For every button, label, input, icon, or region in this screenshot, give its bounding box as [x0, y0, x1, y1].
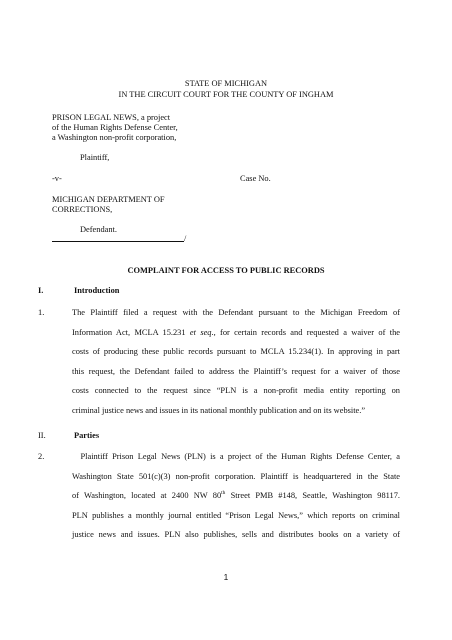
plaintiff-line-1: PRISON LEGAL NEWS, a project: [52, 113, 171, 122]
plaintiff-role: Plaintiff,: [80, 153, 110, 162]
plaintiff-line-2: of the Human Rights Defense Center,: [52, 123, 178, 132]
paragraph-2-line-2: Washington State 501(c)(3) non-profit corporation. Plaintiff is headquartered in the State: [72, 471, 400, 481]
paragraph-1-line-5: costs connected to the request since “PLN is a non-profit media entity reporting on: [72, 386, 400, 396]
paragraph-2: [72, 447, 400, 545]
plaintiff-line-3: a Washington non-profit corporation,: [52, 133, 177, 142]
paragraph-number-2: 2.: [38, 452, 45, 461]
document-title: COMPLAINT FOR ACCESS TO PUBLIC RECORDS: [127, 266, 325, 275]
paragraph-1-line-4: this request, the Defendant failed to address the Plaintiff’s request for a waiver of those: [72, 366, 400, 376]
case-number-label: Case No.: [240, 174, 271, 183]
defendant-line-2: CORRECTIONS,: [52, 205, 113, 214]
defendant-role: Defendant.: [80, 225, 117, 234]
state-heading: STATE OF MICHIGAN: [184, 79, 268, 88]
section-numeral-2: II.: [38, 431, 46, 440]
page-number: 1: [223, 572, 229, 582]
caption-slash: /: [184, 234, 187, 243]
court-heading: IN THE CIRCUIT COURT FOR THE COUNTY OF INGHAM: [118, 90, 334, 99]
paragraph-2-line-5: justice news and issues. PLN also publishes, sells and distributes books on a variety of: [72, 530, 400, 540]
section-heading-introduction: Introduction: [74, 286, 120, 295]
paragraph-1-line-6: criminal justice news and issues in its national monthly publication and on its website.”: [72, 405, 366, 415]
paragraph-1: [72, 303, 400, 421]
paragraph-1-line-3: costs of producing these public records pursuant to MCLA 15.234(1). In approving in part: [72, 347, 400, 357]
paragraph-number-1: 1.: [38, 308, 45, 317]
paragraph-1-line-2: Information Act, MCLA 15.231 et seq., for certain records and requested a waiver of the: [72, 327, 400, 337]
paragraph-2-line-1: Plaintiff Prison Legal News (PLN) is a project of the Human Rights Defense Center, a: [72, 452, 400, 461]
section-heading-parties: Parties: [74, 431, 100, 440]
paragraph-1-line-1: The Plaintiff filed a request with the Defendant pursuant to the Michigan Freedom of: [72, 308, 400, 317]
defendant-line-1: MICHIGAN DEPARTMENT OF: [52, 195, 165, 204]
section-numeral-1: I.: [38, 286, 44, 295]
paragraph-2-line-3: of Washington, located at 2400 NW 80th Street PMB #148, Seattle, Washington 98117.: [72, 490, 401, 501]
caption-rule: [52, 241, 184, 242]
paragraph-2-line-4: PLN publishes a monthly journal entitled “Prison Legal News,” which reports on criminal: [72, 510, 400, 520]
versus-label: -v-: [52, 174, 62, 183]
